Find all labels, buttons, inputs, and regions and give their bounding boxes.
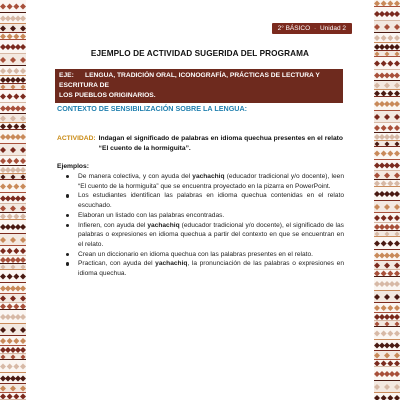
axis-text-2: LOS PUEBLOS ORIGINARIOS. xyxy=(59,92,156,99)
axis-label: EJE: xyxy=(59,72,74,79)
activity-block xyxy=(57,134,343,154)
examples-list xyxy=(64,172,344,279)
list-item: Infieren, con ayuda del yachachiq (educador tradicional y/o docente), el significado de las palabras o expresiones en idioma quechua a partir del contexto en que se encuentran en el relato. xyxy=(64,221,344,250)
left-decorative-border xyxy=(0,0,26,400)
activity-label: ACTIVIDAD: xyxy=(57,135,96,142)
list-item: Practican, con ayuda del yachachiq, la pronunciación de las palabras o expresiones en idioma quechua. xyxy=(64,259,344,278)
axis-text-1: LENGUA, TRADICIÓN ORAL, ICONOGRAFÍA, PRÁCTICAS DE LECTURA Y ESCRITURA DE xyxy=(59,72,320,89)
unit-label: Unidad 2 xyxy=(319,25,346,32)
bullet-icon xyxy=(66,262,69,265)
page-title: EJEMPLO DE ACTIVIDAD SUGERIDA DEL PROGRAMA xyxy=(90,49,310,58)
axis-line-1 xyxy=(59,71,339,91)
grade-label: 2° BÁSICO xyxy=(277,25,311,32)
bullet-icon xyxy=(66,214,69,217)
axis-banner xyxy=(55,69,343,103)
bullet-icon xyxy=(66,194,69,197)
examples-label: Ejemplos: xyxy=(57,163,89,170)
bullet-icon xyxy=(66,224,69,227)
list-item: Los estudiantes identifican las palabras en idioma quechua contenidas en el relato escuchado. xyxy=(64,191,344,210)
list-item: Elaboran un listado con las palabras encontradas. xyxy=(64,211,344,221)
bullet-icon xyxy=(66,253,69,256)
context-heading: CONTEXTO DE SENSIBILIZACIÓN SOBRE LA LENGUA: xyxy=(57,104,248,113)
list-item: De manera colectiva, y con ayuda del yachachiq (educador tradicional y/o docente), leen “El cuento de la hormiguita” que se encuentra proyectado en la pizarra en PowerPoint. xyxy=(64,172,344,191)
right-decorative-border xyxy=(374,0,400,400)
unit-badge xyxy=(272,23,352,34)
activity-text: Indagan el significado de palabras en idioma quechua presentes en el relato “El cuento de la hormiguita”. xyxy=(98,135,343,152)
bullet-icon xyxy=(66,175,69,178)
list-item: Crean un diccionario en idioma quechua con las palabras presentes en el relato. xyxy=(64,250,344,260)
badge-separator: · xyxy=(313,25,317,32)
